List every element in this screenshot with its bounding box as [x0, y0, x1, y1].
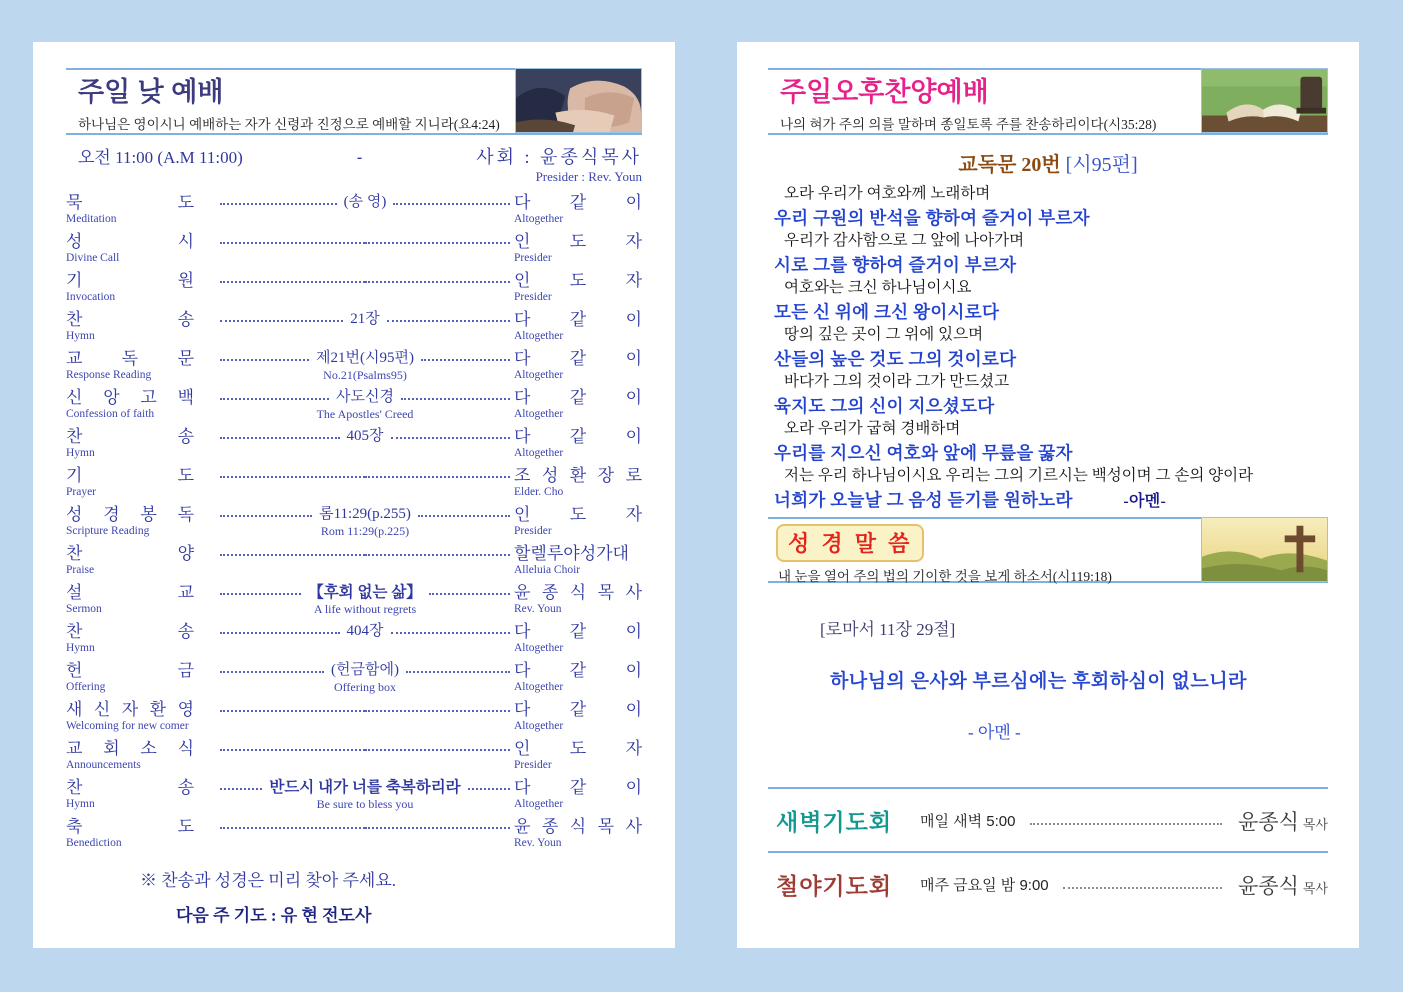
dotted-leader: [421, 349, 510, 361]
order-item-who: [514, 427, 642, 460]
order-item-who-english: Altogether: [514, 642, 564, 654]
reading-line-text: 우리 구원의 반석을 향하여 즐거이 부르자: [774, 207, 1090, 228]
dotted-leader: [391, 427, 511, 439]
service-info-row: [66, 143, 642, 185]
meeting-name: 철야기도회: [776, 873, 893, 899]
dotted-leader: [391, 622, 511, 634]
order-item-who-korean: 조 성 환 장 로: [514, 466, 642, 485]
reading-line-text: 우리가 감사함으로 그 앞에 나아가며: [784, 232, 1025, 249]
reading-line-text: 땅의 깊은 곳이 그 위에 있으며: [784, 326, 984, 343]
order-item-english: Welcoming for new comer: [66, 720, 189, 732]
order-item-detail: [216, 349, 514, 382]
dotted-leader: [220, 310, 343, 322]
responsive-reading-line: [784, 421, 1328, 437]
scripture-reference: [로마서 11장 29절]: [820, 620, 956, 639]
order-item-who-english: Altogether: [514, 369, 564, 381]
reading-line-text: 오라 우리가 여호와께 노래하며: [784, 185, 991, 202]
scripture-verse-text: 하나님의 은사와 부르심에는 후회하심이 없느니라: [830, 671, 1247, 692]
responsive-reading-line: [774, 491, 1328, 511]
order-item-who: [514, 817, 642, 850]
order-item-who: [514, 271, 642, 304]
scripture-amen: - 아멘 -: [968, 723, 1021, 742]
responsive-reading-line: [784, 233, 1328, 249]
reading-line-text: 여호와는 크신 하나님이시요: [784, 279, 972, 296]
order-item-korean: 성 경 봉 독: [66, 505, 194, 524]
page-title: 주일 낮 예배: [78, 77, 224, 107]
meeting-person: 윤종식: [1238, 810, 1299, 834]
order-item-who-english: Alleluia Choir: [514, 564, 581, 576]
order-item-who-korean: 인 도 자: [514, 505, 642, 524]
order-of-worship-row: [66, 505, 642, 538]
page-title-verse: 나의 혀가 주의 의를 말하며 종일토록 주를 찬송하리이다(시35:28): [780, 117, 1157, 132]
dotted-leader: [220, 739, 365, 751]
order-item-detail: [216, 310, 514, 329]
dotted-leader: [220, 544, 365, 556]
meeting-name: 새벽기도회: [776, 809, 893, 835]
dotted-leader: [220, 427, 340, 439]
dotted-leader: [220, 583, 301, 595]
responsive-reading-line: [784, 186, 1328, 202]
prayer-meetings-list: [768, 787, 1328, 915]
order-item-who-korean: 다 같 이: [514, 778, 642, 797]
dotted-leader: [393, 193, 510, 205]
order-item-detail: [216, 739, 514, 758]
order-item-korean: 축 도: [66, 817, 194, 836]
scripture-section-header: [768, 517, 1328, 583]
order-item-detail: [216, 193, 514, 212]
order-item-detail: [216, 583, 514, 616]
order-item-label: [66, 271, 216, 304]
reading-line-text: 바다가 그의 것이라 그가 만드셨고: [784, 373, 1010, 390]
order-item-detail: [216, 427, 514, 446]
order-item-who-korean: 윤 종 식 목 사: [514, 583, 642, 602]
dotted-leader: [365, 700, 510, 712]
order-of-worship-row: [66, 778, 642, 811]
dotted-leader: [418, 505, 510, 517]
dotted-leader: [365, 466, 510, 478]
cross-on-hill-photo: [1201, 517, 1328, 582]
service-time: 오전 11:00 (A.M 11:00): [78, 148, 243, 167]
order-item-detail: [216, 817, 514, 836]
order-item-korean: 묵 도: [66, 193, 194, 212]
responsive-reading-line: [774, 397, 1328, 415]
order-item-content: 21장: [350, 311, 380, 327]
order-of-worship-row: [66, 349, 642, 382]
order-item-who: [514, 388, 642, 421]
order-item-who: [514, 349, 642, 382]
order-item-korean: 새 신 자 환 영: [66, 700, 194, 719]
order-item-who: [514, 622, 642, 655]
order-of-worship-row: [66, 388, 642, 421]
order-item-who-korean: 할렐루야성가대: [514, 544, 629, 563]
open-bible-photo: [1201, 68, 1328, 133]
dotted-leader: [220, 232, 365, 244]
order-item-english: Sermon: [66, 603, 102, 615]
order-item-english: Response Reading: [66, 369, 152, 381]
order-item-who-english: Presider: [514, 291, 552, 303]
responsive-reading-line: [784, 280, 1328, 296]
dotted-leader: [220, 778, 262, 790]
dotted-leader: [365, 232, 510, 244]
order-item-korean: 찬 송: [66, 778, 194, 797]
order-item-who-korean: 다 같 이: [514, 700, 642, 719]
order-item-who-english: Altogether: [514, 213, 564, 225]
order-item-english: Prayer: [66, 486, 97, 498]
dotted-leader: [220, 349, 309, 361]
order-item-label: [66, 622, 216, 655]
responsive-reading-line: [784, 327, 1328, 343]
dotted-leader: [220, 388, 329, 400]
order-of-worship-row: [66, 583, 642, 616]
order-item-content-english: A life without regrets: [313, 602, 417, 616]
order-item-detail: [216, 778, 514, 811]
order-item-who-korean: 다 같 이: [514, 427, 642, 446]
order-item-detail: [216, 232, 514, 251]
next-week-prayer-note: 다음 주 기도 : 유 현 전도사: [176, 906, 372, 925]
order-item-who-english: Rev. Youn: [514, 603, 562, 615]
order-of-worship-row: [66, 622, 642, 655]
meeting-time: 매일 새벽 5:00: [920, 813, 1016, 830]
reading-line-text: 육지도 그의 신이 지으셨도다: [774, 395, 995, 416]
dotted-leader: [406, 661, 510, 673]
order-of-worship-row: [66, 817, 642, 850]
order-item-who-korean: 다 같 이: [514, 661, 642, 680]
dotted-leader: [387, 310, 510, 322]
meeting-time: 매주 금요일 밤 9:00: [920, 877, 1049, 894]
dash-separator: -: [356, 149, 363, 166]
order-item-who-korean: 인 도 자: [514, 739, 642, 758]
order-item-content: (송 영): [343, 194, 387, 210]
order-item-label: [66, 193, 216, 226]
order-item-detail: [216, 661, 514, 694]
order-item-english: Hymn: [66, 798, 95, 810]
order-item-who-english: Elder. Cho: [514, 486, 564, 498]
order-item-who-english: Altogether: [514, 681, 564, 693]
order-item-label: [66, 310, 216, 343]
dotted-leader: [365, 739, 510, 751]
order-item-content: 405장: [346, 428, 384, 444]
order-item-who: [514, 583, 642, 616]
order-item-who: [514, 193, 642, 226]
reading-psalm-ref: [시95편]: [1065, 154, 1138, 176]
responsive-reading-line: [784, 374, 1328, 390]
order-item-label: [66, 661, 216, 694]
meeting-person: 윤종식: [1238, 874, 1299, 898]
dotted-leader: [220, 622, 340, 634]
dotted-leader: [220, 661, 324, 673]
responsive-reading-line: [774, 350, 1328, 368]
dotted-leader: [365, 544, 510, 556]
order-item-label: [66, 544, 216, 577]
dotted-leader: [429, 583, 510, 595]
dotted-leader: [220, 700, 365, 712]
order-of-worship-row: [66, 310, 642, 343]
order-item-content-english: No.21(Psalms95): [323, 368, 407, 382]
responsive-reading-line: [774, 303, 1328, 321]
order-item-who-english: Altogether: [514, 798, 564, 810]
order-item-content: 사도신경: [336, 389, 394, 405]
prayer-meeting-row: [768, 787, 1328, 851]
reading-line-text: 우리를 지으신 여호와 앞에 무릎을 꿇자: [774, 442, 1073, 463]
order-item-english: Hymn: [66, 642, 95, 654]
order-item-content-english: Offering box: [333, 680, 397, 694]
order-item-who-english: Altogether: [514, 330, 564, 342]
order-item-english: Confession of faith: [66, 408, 155, 420]
order-item-who: [514, 505, 642, 538]
order-item-label: [66, 700, 216, 733]
responsive-reading-line: [774, 444, 1328, 462]
order-item-korean: 찬 송: [66, 310, 194, 329]
order-item-english: Divine Call: [66, 252, 120, 264]
order-item-detail: [216, 700, 514, 719]
dotted-leader: [468, 778, 510, 790]
presider-korean: 사회 : 윤종식목사: [476, 147, 642, 167]
order-item-detail: [216, 505, 514, 538]
order-item-who-english: Altogether: [514, 408, 564, 420]
order-of-worship-row: [66, 193, 642, 226]
reading-line-text: 시로 그를 향하여 즐거이 부르자: [774, 254, 1017, 275]
order-item-content: 제21번(시95편): [316, 350, 414, 366]
order-item-english: Offering: [66, 681, 106, 693]
presider-block: [476, 143, 642, 185]
order-of-worship-row: [66, 544, 642, 577]
order-item-english: Scripture Reading: [66, 525, 150, 537]
order-item-who-english: Altogether: [514, 447, 564, 459]
order-item-who-korean: 다 같 이: [514, 622, 642, 641]
reading-number: 교독문 20번: [958, 154, 1061, 176]
dotted-leader: [401, 388, 510, 400]
bulletin-page-afternoon-praise: [737, 42, 1359, 948]
order-item-korean: 기 원: [66, 271, 194, 290]
order-item-label: [66, 349, 216, 382]
order-item-who-english: Presider: [514, 759, 552, 771]
meeting-person-role: 목사: [1302, 817, 1328, 832]
dotted-leader: [220, 193, 337, 205]
order-item-content: 반드시 내가 너를 축복하리라: [269, 779, 461, 796]
order-item-label: [66, 739, 216, 772]
bulletin-page-morning-worship: [33, 42, 675, 948]
responsive-reading-line: [774, 256, 1328, 274]
responsive-reading-line: [784, 468, 1328, 484]
morning-worship-header: [66, 68, 642, 135]
order-item-content: (헌금함에): [331, 662, 399, 678]
order-item-who: [514, 661, 642, 694]
order-item-detail: [216, 466, 514, 485]
order-of-worship-row: [66, 271, 642, 304]
order-item-content-english: Be sure to bless you: [316, 797, 414, 811]
dotted-leader: [220, 466, 365, 478]
order-item-english: Benediction: [66, 837, 122, 849]
order-item-label: [66, 583, 216, 616]
order-item-english: Hymn: [66, 447, 95, 459]
order-item-who-english: Altogether: [514, 720, 564, 732]
dotted-leader: [220, 271, 365, 283]
reading-line-text: 저는 우리 하나님이시요 우리는 그의 기르시는 백성이며 그 손의 양이라: [784, 467, 1254, 484]
responsive-reading-lines: [768, 186, 1328, 511]
order-item-english: Meditation: [66, 213, 117, 225]
reading-amen: -아멘-: [1123, 492, 1167, 510]
prayer-meeting-row: [768, 851, 1328, 915]
order-item-who-korean: 다 같 이: [514, 310, 642, 329]
order-item-korean: 찬 양: [66, 544, 194, 563]
page-title: 주일오후찬양예배: [780, 77, 989, 107]
order-of-worship-row: [66, 466, 642, 499]
order-of-worship-row: [66, 700, 642, 733]
responsive-reading-line: [774, 209, 1328, 227]
order-item-who-korean: 다 같 이: [514, 193, 642, 212]
order-item-who: [514, 778, 642, 811]
order-item-korean: 교 독 문: [66, 349, 194, 368]
order-item-content: 롬11:29(p.255): [319, 506, 411, 522]
meeting-person-role: 목사: [1302, 881, 1328, 896]
order-of-worship-row: [66, 661, 642, 694]
order-of-worship-row: [66, 427, 642, 460]
order-of-worship-list: [66, 193, 642, 850]
order-item-label: [66, 505, 216, 538]
praying-hands-photo: [515, 68, 642, 133]
order-item-detail: [216, 544, 514, 563]
order-item-label: [66, 817, 216, 850]
order-item-english: Hymn: [66, 330, 95, 342]
order-item-korean: 찬 송: [66, 427, 194, 446]
dotted-leader: [220, 505, 312, 517]
order-of-worship-row: [66, 739, 642, 772]
order-of-worship-row: [66, 232, 642, 265]
hymn-preparation-note: ※ 찬송과 성경은 미리 찾아 주세요.: [140, 871, 396, 890]
order-item-detail: [216, 271, 514, 290]
order-item-who: [514, 232, 642, 265]
order-item-content: 404장: [346, 623, 384, 639]
order-item-english: Announcements: [66, 759, 141, 771]
reading-line-text: 모든 신 위에 크신 왕이시로다: [774, 301, 1000, 322]
dotted-leader: [220, 817, 365, 829]
order-item-who: [514, 310, 642, 343]
order-item-label: [66, 427, 216, 460]
order-item-english: Invocation: [66, 291, 116, 303]
order-item-korean: 찬 송: [66, 622, 194, 641]
order-item-label: [66, 388, 216, 421]
order-item-english: Praise: [66, 564, 95, 576]
order-item-who-korean: 다 같 이: [514, 349, 642, 368]
order-item-content-english: Rom 11:29(p.225): [320, 524, 410, 538]
order-item-detail: [216, 388, 514, 421]
order-item-who-english: Rev. Youn: [514, 837, 562, 849]
order-item-korean: 교 회 소 식: [66, 739, 194, 758]
order-item-korean: 신 앙 고 백: [66, 388, 194, 407]
order-item-who-english: Presider: [514, 525, 552, 537]
responsive-reading-title: [768, 148, 1328, 177]
order-item-who-korean: 인 도 자: [514, 232, 642, 251]
order-item-who-korean: 다 같 이: [514, 388, 642, 407]
order-item-detail: [216, 622, 514, 641]
order-item-who: [514, 700, 642, 733]
dotted-leader: [365, 817, 510, 829]
order-item-korean: 설 교: [66, 583, 194, 602]
order-item-who-korean: 윤 종 식 목 사: [514, 817, 642, 836]
order-item-korean: 기 도: [66, 466, 194, 485]
order-item-who-korean: 인 도 자: [514, 271, 642, 290]
order-item-label: [66, 778, 216, 811]
order-item-who: [514, 466, 642, 499]
dotted-leader: [1063, 880, 1222, 889]
order-item-korean: 성 시: [66, 232, 194, 251]
reading-line-text: 산들의 높은 것도 그의 것이로다: [774, 348, 1017, 369]
reading-line-text: 오라 우리가 굽혀 경배하며: [784, 420, 961, 437]
order-item-who: [514, 544, 642, 577]
reading-line-text: 너희가 오늘날 그 음성 듣기를 원하노라: [774, 489, 1073, 510]
page-title-verse: 하나님은 영이시니 예배하는 자가 신령과 진정으로 예배할 지니라(요4:24): [78, 117, 500, 132]
order-item-label: [66, 466, 216, 499]
order-item-who: [514, 739, 642, 772]
order-item-who-english: Presider: [514, 252, 552, 264]
scripture-title-badge: 성 경 말 씀: [776, 524, 924, 562]
dotted-leader: [1030, 816, 1223, 825]
presider-english: Presider : Rev. Youn: [535, 169, 642, 184]
order-item-label: [66, 232, 216, 265]
order-item-content: 【후회 없는 삶】: [308, 584, 422, 601]
dotted-leader: [365, 271, 510, 283]
afternoon-praise-header: [768, 68, 1328, 135]
order-item-korean: 헌 금: [66, 661, 194, 680]
order-item-content-english: The Apostles' Creed: [316, 407, 414, 421]
scripture-title-verse: 내 눈을 열어 주의 법의 기이한 것을 보게 하소서(시119:18): [778, 569, 1112, 584]
